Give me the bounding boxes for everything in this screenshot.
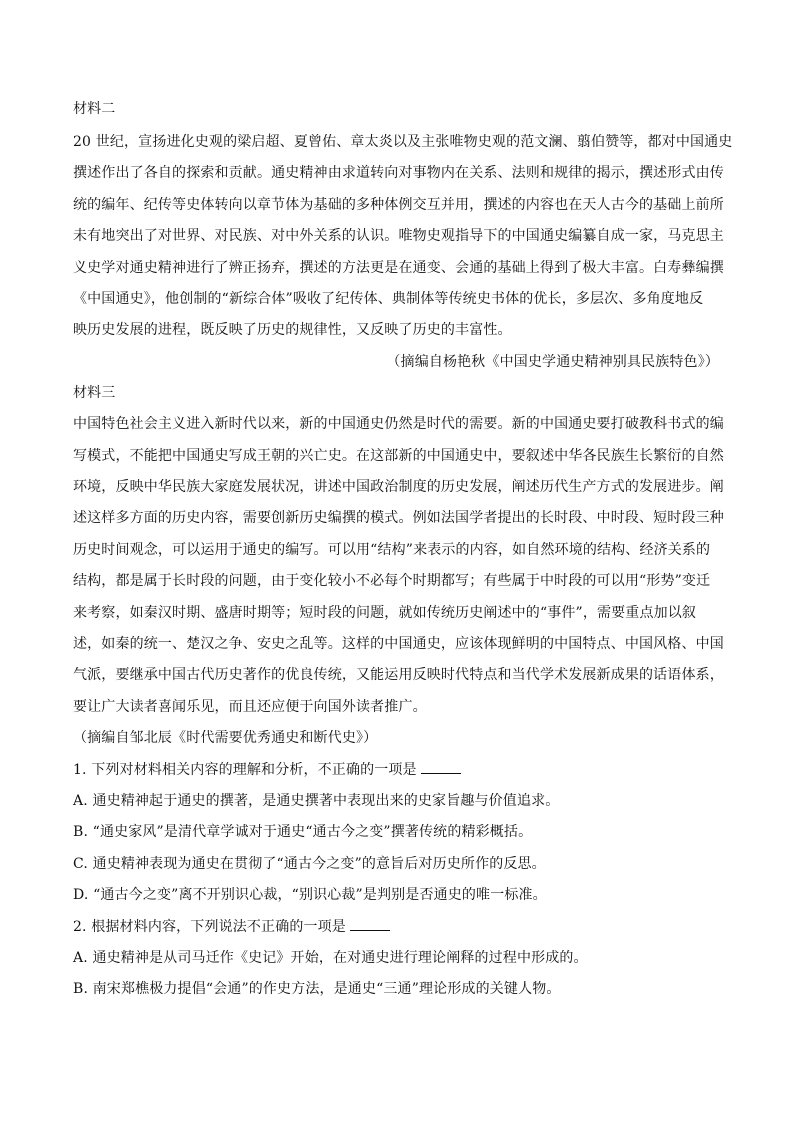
material-3-line: 历史时间观念，可以运用于通史的编写。可以用“结构”来表示的内容，如自然环境的结构、经济关系的 xyxy=(73,542,711,558)
answer-blank[interactable] xyxy=(350,916,390,931)
material-3-line: 结构，都是属于长时段的问题，由于变化较小不必每个时期都写；有些属于中时段的可以用“形势”变迁 xyxy=(73,573,711,589)
material-2-line: 映历史发展的进程，既反映了历史的规律性，又反映了历史的丰富性。 xyxy=(73,322,512,338)
material-2-line: 20 世纪，宣扬进化史观的梁启超、夏曾佑、章太炎以及主张唯物史观的范文澜、翦伯赞等，都对中国通史 xyxy=(73,134,733,150)
material-2-source: （摘编自杨艳秋《中国史学通史精神别具民族特色》） xyxy=(386,354,719,370)
question-2-text: 2. 根据材料内容，下列说法不正确的一项是 xyxy=(73,919,346,935)
material-3-line: 来考察，如秦汉时期、盛唐时期等；短时段的问题，就如传统历史阐述中的“事件”，需要重点加以叙 xyxy=(73,605,697,621)
material-2-line: 统的编年、纪传等史体转向以章节体为基础的多种体例交互并用，撰述的内容也在天人古今的基础上前所 xyxy=(73,197,724,213)
answer-blank[interactable] xyxy=(421,759,461,774)
material-3-heading: 材料三 xyxy=(73,385,116,401)
material-3-line: 述，如秦的统一、楚汉之争、安史之乱等。这样的中国通史，应该体现鲜明的中国特点、中国风格、中国 xyxy=(73,636,724,652)
question-2-option-a: A. 通史精神是从司马迁作《史记》开始，在对通史进行理论阐释的过程中形成的。 xyxy=(73,950,588,966)
question-1-stem xyxy=(73,759,723,780)
material-3-line: 要让广大读者喜闻乐见，而且还应便于向国外读者推广。 xyxy=(73,699,427,715)
material-2-line: 《中国通史》，他创制的“新综合体”吸收了纪传体、典制体等传统史书体的优长，多层次、多角度地反 xyxy=(73,291,704,307)
material-2-line: 义史学对通史精神进行了辨正扬弃，撰述的方法更是在通变、会通的基础上得到了极大丰富。白寿彝编撰 xyxy=(73,260,724,276)
material-3-line: 中国特色社会主义进入新时代以来，新的中国通史仍然是时代的需要。新的中国通史要打破教科书式的编 xyxy=(73,416,724,432)
material-3-source: （摘编自邹北辰《时代需要优秀通史和断代史》） xyxy=(73,730,378,746)
question-1-option-a: A. 通史精神起于通史的撰著，是通史撰著中表现出来的史家旨趣与价值追求。 xyxy=(73,793,560,809)
question-2-stem xyxy=(73,916,723,937)
question-1-text: 1. 下列对材料相关内容的理解和分析，不正确的一项是 xyxy=(73,762,417,778)
material-3-line: 气派，要继承中国古代历史著作的优良传统，又能运用反映时代特点和当代学术发展新成果的话语体系， xyxy=(73,667,724,683)
material-2-line: 撰述作出了各自的探索和贡献。通史精神由求道转向对事物内在关系、法则和规律的揭示，撰述形式由传 xyxy=(73,165,724,181)
material-3-line: 环境，反映中华民族大家庭发展状况，讲述中国政治制度的历史发展，阐述历代生产方式的发展进步。阐 xyxy=(73,479,724,495)
material-2-line: 未有地突出了对世界、对民族、对中外关系的认识。唯物史观指导下的中国通史编纂自成一家，马克思主 xyxy=(73,228,724,244)
question-1-option-b: B. “通史家风”是清代章学诚对于通史“通古今之变”撰著传统的精彩概括。 xyxy=(73,824,533,840)
material-2-heading: 材料二 xyxy=(73,101,116,117)
question-1-option-c: C. 通史精神表现为通史在贯彻了“通古今之变”的意旨后对历史所作的反思。 xyxy=(73,856,546,872)
question-1-option-d: D. “通古今之变”离不开别识心裁，“别识心裁”是判别是否通史的唯一标准。 xyxy=(73,887,547,903)
material-3-line: 写模式，不能把中国通史写成王朝的兴亡史。在这部新的中国通史中，要叙述中华各民族生长繁衍的自然 xyxy=(73,448,724,464)
question-2-option-b: B. 南宋郑樵极力提倡“会通”的作史方法，是通史“三通”理论形成的关键人物。 xyxy=(73,981,561,997)
material-3-line: 述这样多方面的历史内容，需要创新历史编撰的模式。例如法国学者提出的长时段、中时段、短时段三种 xyxy=(73,510,724,526)
